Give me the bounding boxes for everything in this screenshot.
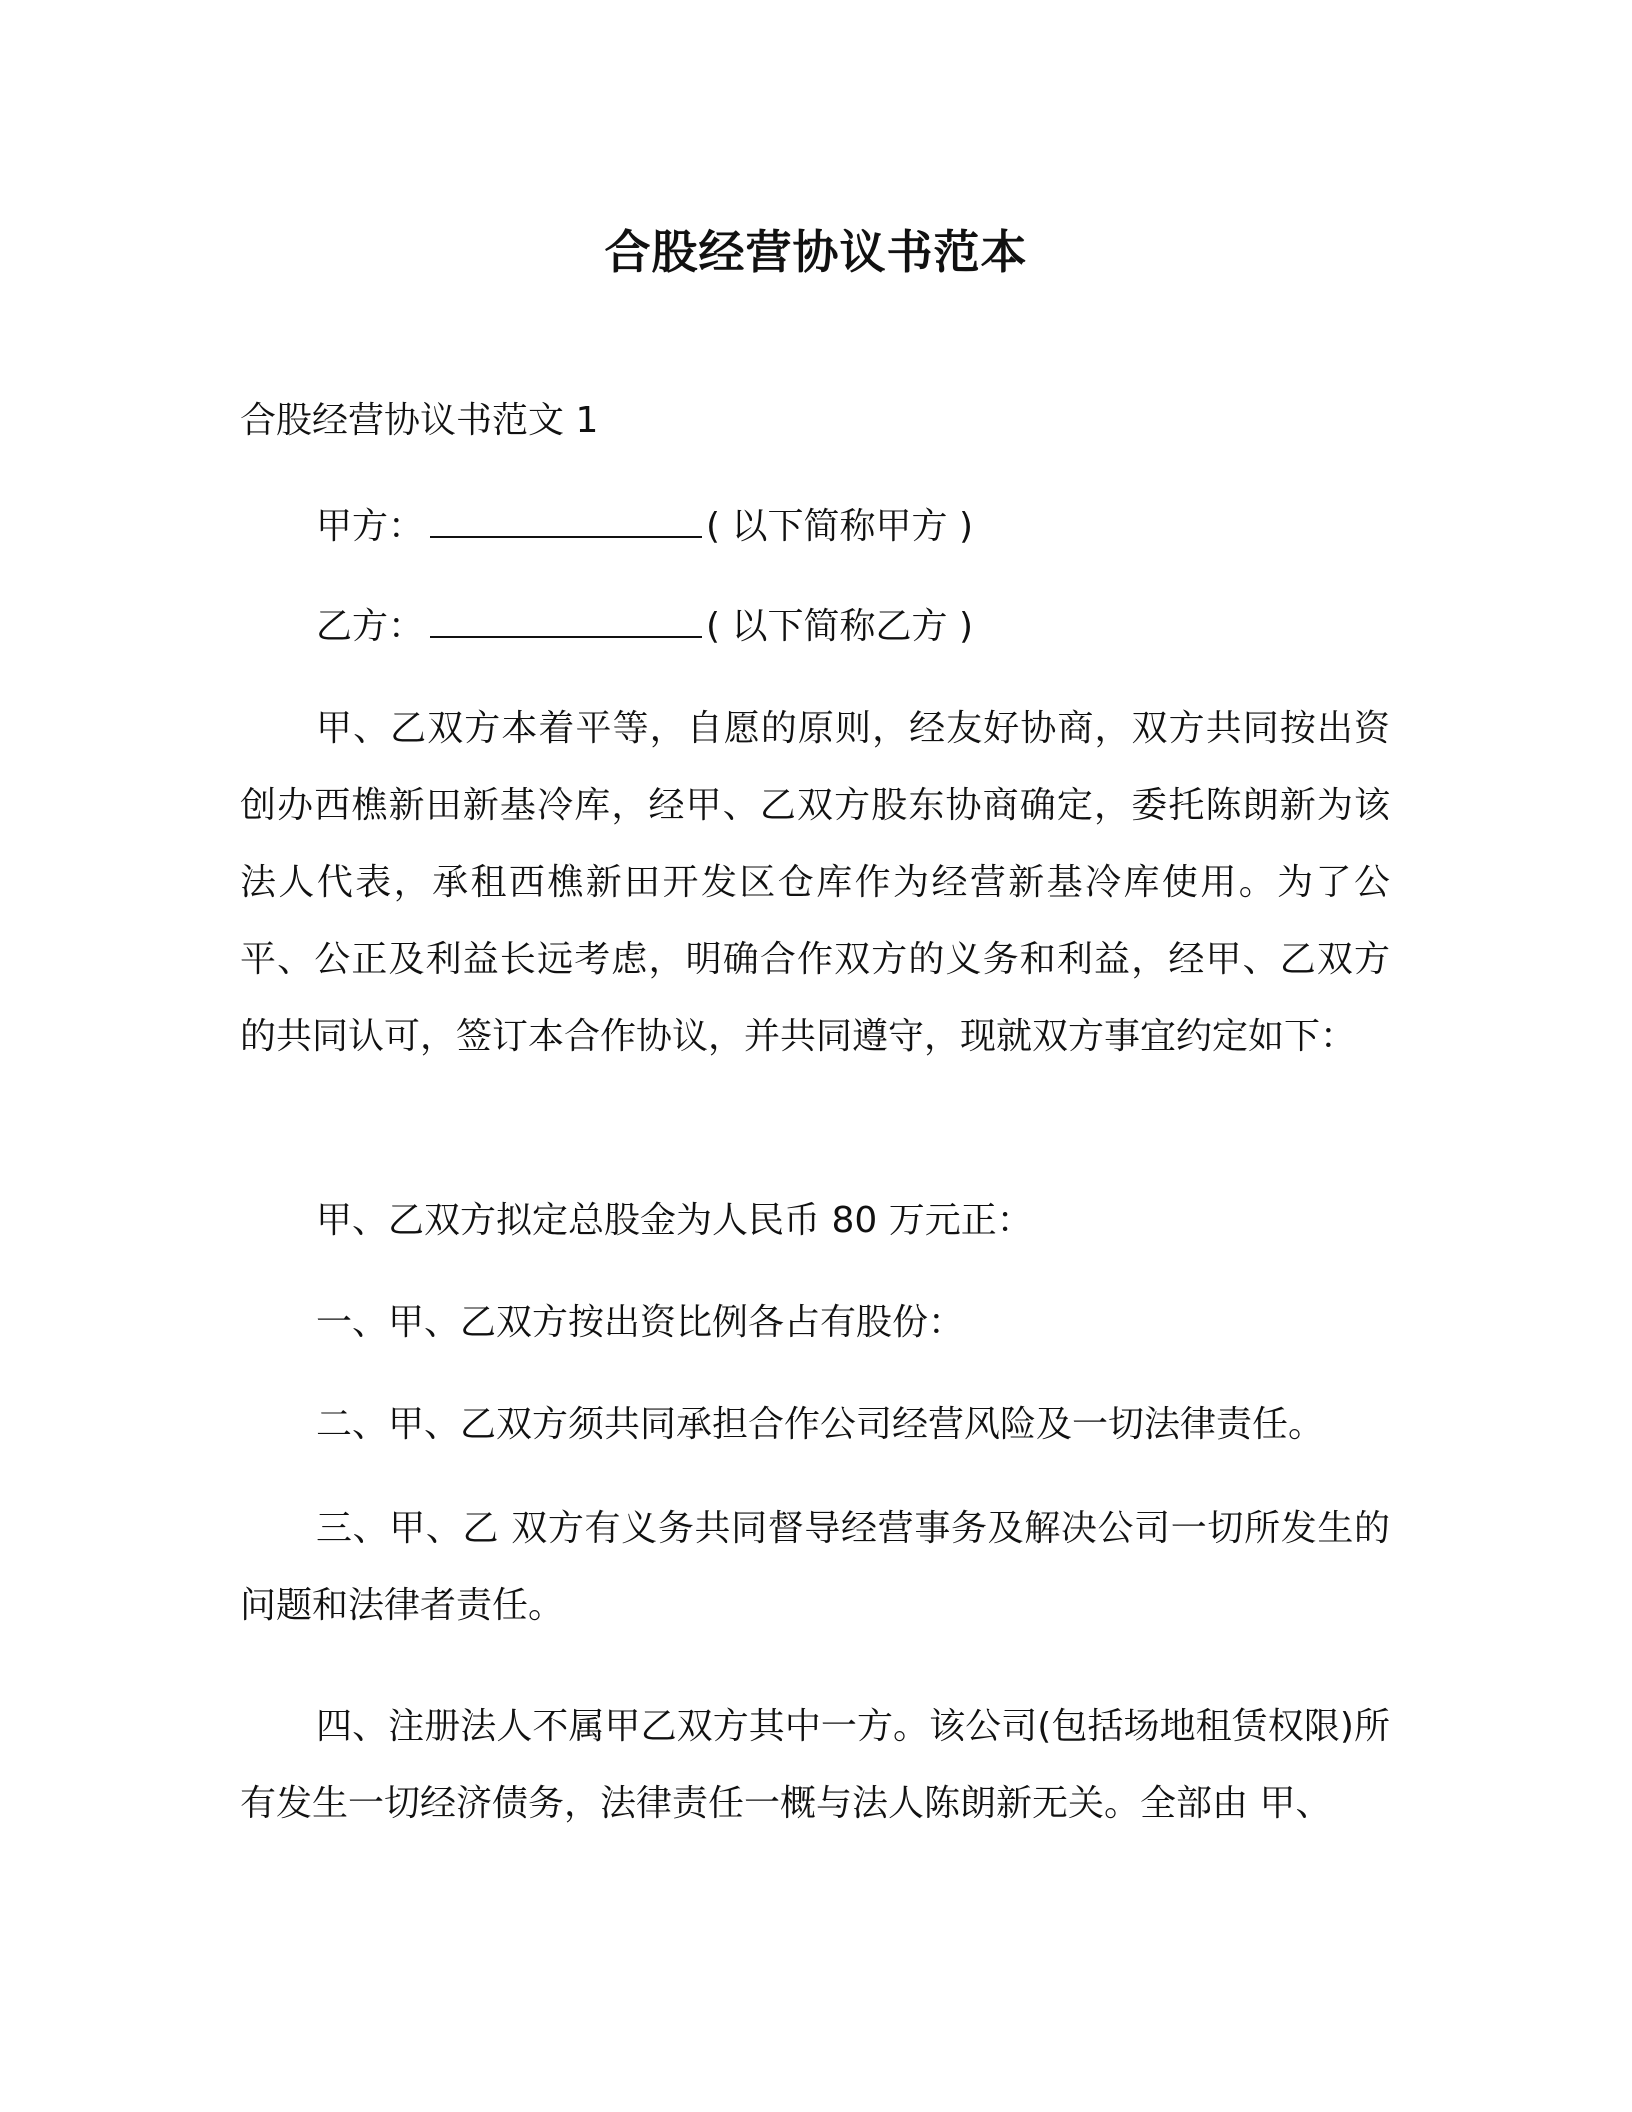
clause-2: 二、甲、乙双方须共同承担合作公司经营风险及一切法律责任。 [316,1404,1325,1445]
party-a-label: 甲方： [316,506,425,547]
party-b-line [316,600,973,652]
document-title: 合股经营协议书范本 [604,225,1028,279]
clause-3: 三、甲、乙 双方有义务共同督导经营事务及解决公司一切所发生的问题和法律者责任。 [240,1508,1390,1626]
party-a-blank [430,500,702,538]
clause-1: 一、甲、乙双方按出资比例各占有股份： [316,1302,965,1343]
clause-4: 四、注册法人不属甲乙双方其中一方。该公司(包括场地租赁权限)所有发生一切经济债务，法律责任一概与法人陈朗新无关。全部由 甲、 [240,1706,1390,1824]
party-b-label: 乙方： [316,606,425,647]
intro-paragraph: 甲、乙双方本着平等，自愿的原则，经友好协商，双方共同按出资创办西樵新田新基冷库，经甲、乙双方股东协商确定，委托陈朗新为该法人代表，承租西樵新田开发区仓库作为经营新基冷库使用。为了公平、公正及利益长远考虑，明确合作双方的义务和利益，经甲、乙双方的共同认可，签订本合作协议，并共同遵守，现就双方事宜约定如下： [240,708,1390,1057]
section-subtitle: 合股经营协议书范文 1 [240,400,599,441]
party-b-blank [430,600,702,638]
party-a-line [316,500,973,552]
capital-paragraph: 甲、乙双方拟定总股金为人民币 80 万元正： [316,1200,1033,1241]
party-b-suffix: ( 以下简称乙方 ) [706,606,973,647]
party-a-suffix: ( 以下简称甲方 ) [706,506,973,547]
